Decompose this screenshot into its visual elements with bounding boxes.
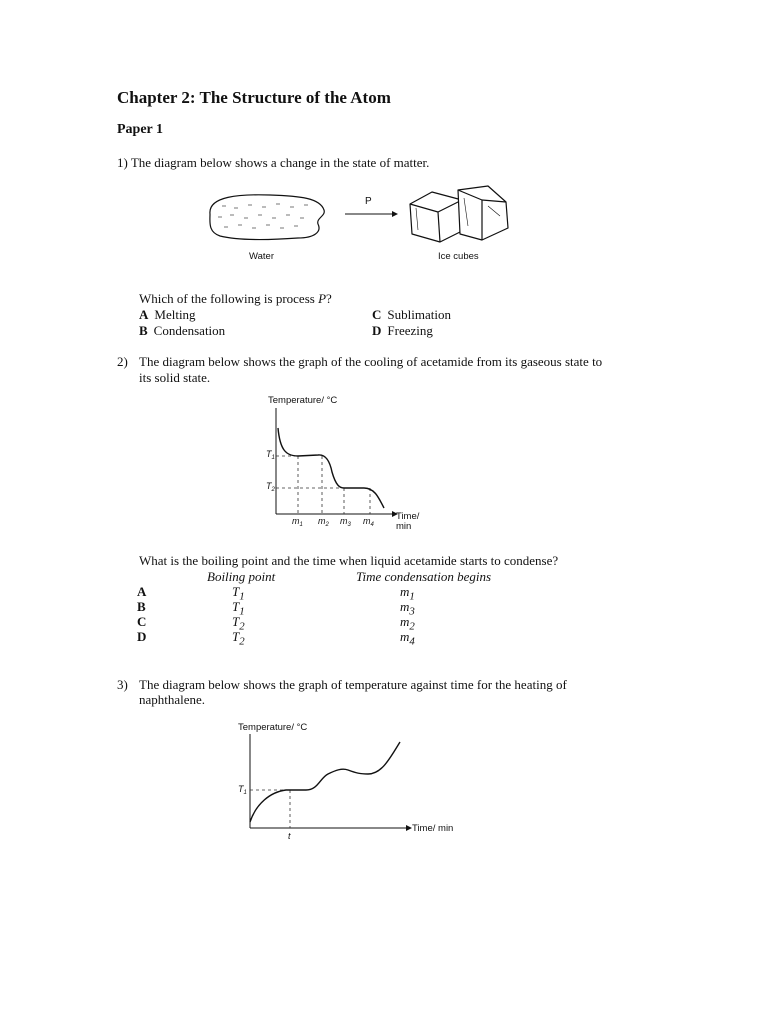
q2-x-axis-label-line2: min — [396, 521, 412, 532]
q2-cooling-curve — [278, 428, 384, 508]
q1-question: Which of the following is process P? — [139, 291, 332, 306]
q2-row-c-letter: C — [137, 614, 147, 629]
ice-cubes — [410, 186, 508, 242]
q2-row-c-time: $m_2$ — [400, 614, 415, 633]
q3-x-tick-t: t — [288, 831, 291, 841]
water-label: Water — [249, 251, 274, 262]
q2-header-time: Time condensation begins — [356, 569, 492, 584]
q3-stem-line1: The diagram below shows the graph of temperature against time for the heating of — [139, 677, 567, 692]
q1-option-c: C Sublimation — [372, 307, 451, 322]
q2-header-boiling-point: Boiling point — [207, 569, 276, 584]
q2-graph — [262, 392, 432, 532]
q1-option-b: B Condensation — [139, 323, 226, 338]
q1-diagram — [200, 186, 510, 264]
q3-graph — [236, 718, 466, 843]
q3-y-axis-label: Temperature/ °C — [238, 722, 308, 733]
q2-x-tick-m3: $m_3$ — [340, 516, 351, 528]
chapter-title: Chapter 2: The Structure of the Atom — [117, 88, 391, 107]
q3-x-axis-label: Time/ min — [412, 823, 454, 834]
q2-row-b-letter: B — [137, 599, 146, 614]
q2-row-b-bp: $T_1$ — [232, 599, 245, 618]
q2-stem-line1: The diagram below shows the graph of the cooling of acetamide from its gaseous state to — [139, 354, 603, 369]
q2-question: What is the boiling point and the time when liquid acetamide starts to condense? — [139, 553, 559, 568]
q2-row-a-time: $m_1$ — [400, 584, 415, 603]
q2-row-b-time: $m_3$ — [400, 599, 415, 618]
ice-cubes-label: Ice cubes — [438, 251, 479, 262]
q2-y-tick-t1: $T_1$ — [266, 449, 275, 461]
q2-number: 2) — [117, 354, 128, 369]
q3-stem-line2: naphthalene. — [139, 692, 206, 707]
q1-option-d: D Freezing — [372, 323, 433, 338]
q3-heating-curve — [250, 742, 400, 822]
water-blob — [210, 195, 324, 240]
q2-x-tick-m2: $m_2$ — [318, 516, 329, 528]
q2-x-tick-m4: $m_4$ — [363, 516, 374, 528]
q2-x-axis-label-line1: Time/ — [396, 511, 420, 522]
q3-number: 3) — [117, 677, 128, 692]
arrow-label: P — [365, 196, 372, 207]
q2-y-tick-t2: $T_2$ — [266, 481, 275, 493]
q2-row-d-time: $m_4$ — [400, 629, 415, 648]
q2-row-d-bp: $T_2$ — [232, 629, 245, 648]
q2-stem-line2: its solid state. — [139, 370, 211, 385]
q1-stem: 1) The diagram below shows a change in the state of matter. — [117, 155, 430, 170]
q2-y-axis-label: Temperature/ °C — [268, 395, 338, 406]
q2-x-tick-m1: $m_1$ — [292, 516, 303, 528]
q1-option-a: A Melting — [139, 307, 196, 322]
q2-row-a-bp: $T_1$ — [232, 584, 245, 603]
q2-row-d-letter: D — [137, 629, 147, 644]
q2-row-a-letter: A — [137, 584, 147, 599]
q2-row-c-bp: $T_2$ — [232, 614, 245, 633]
q3-y-tick-t1: $T_1$ — [238, 784, 247, 796]
paper-label: Paper 1 — [117, 122, 164, 137]
